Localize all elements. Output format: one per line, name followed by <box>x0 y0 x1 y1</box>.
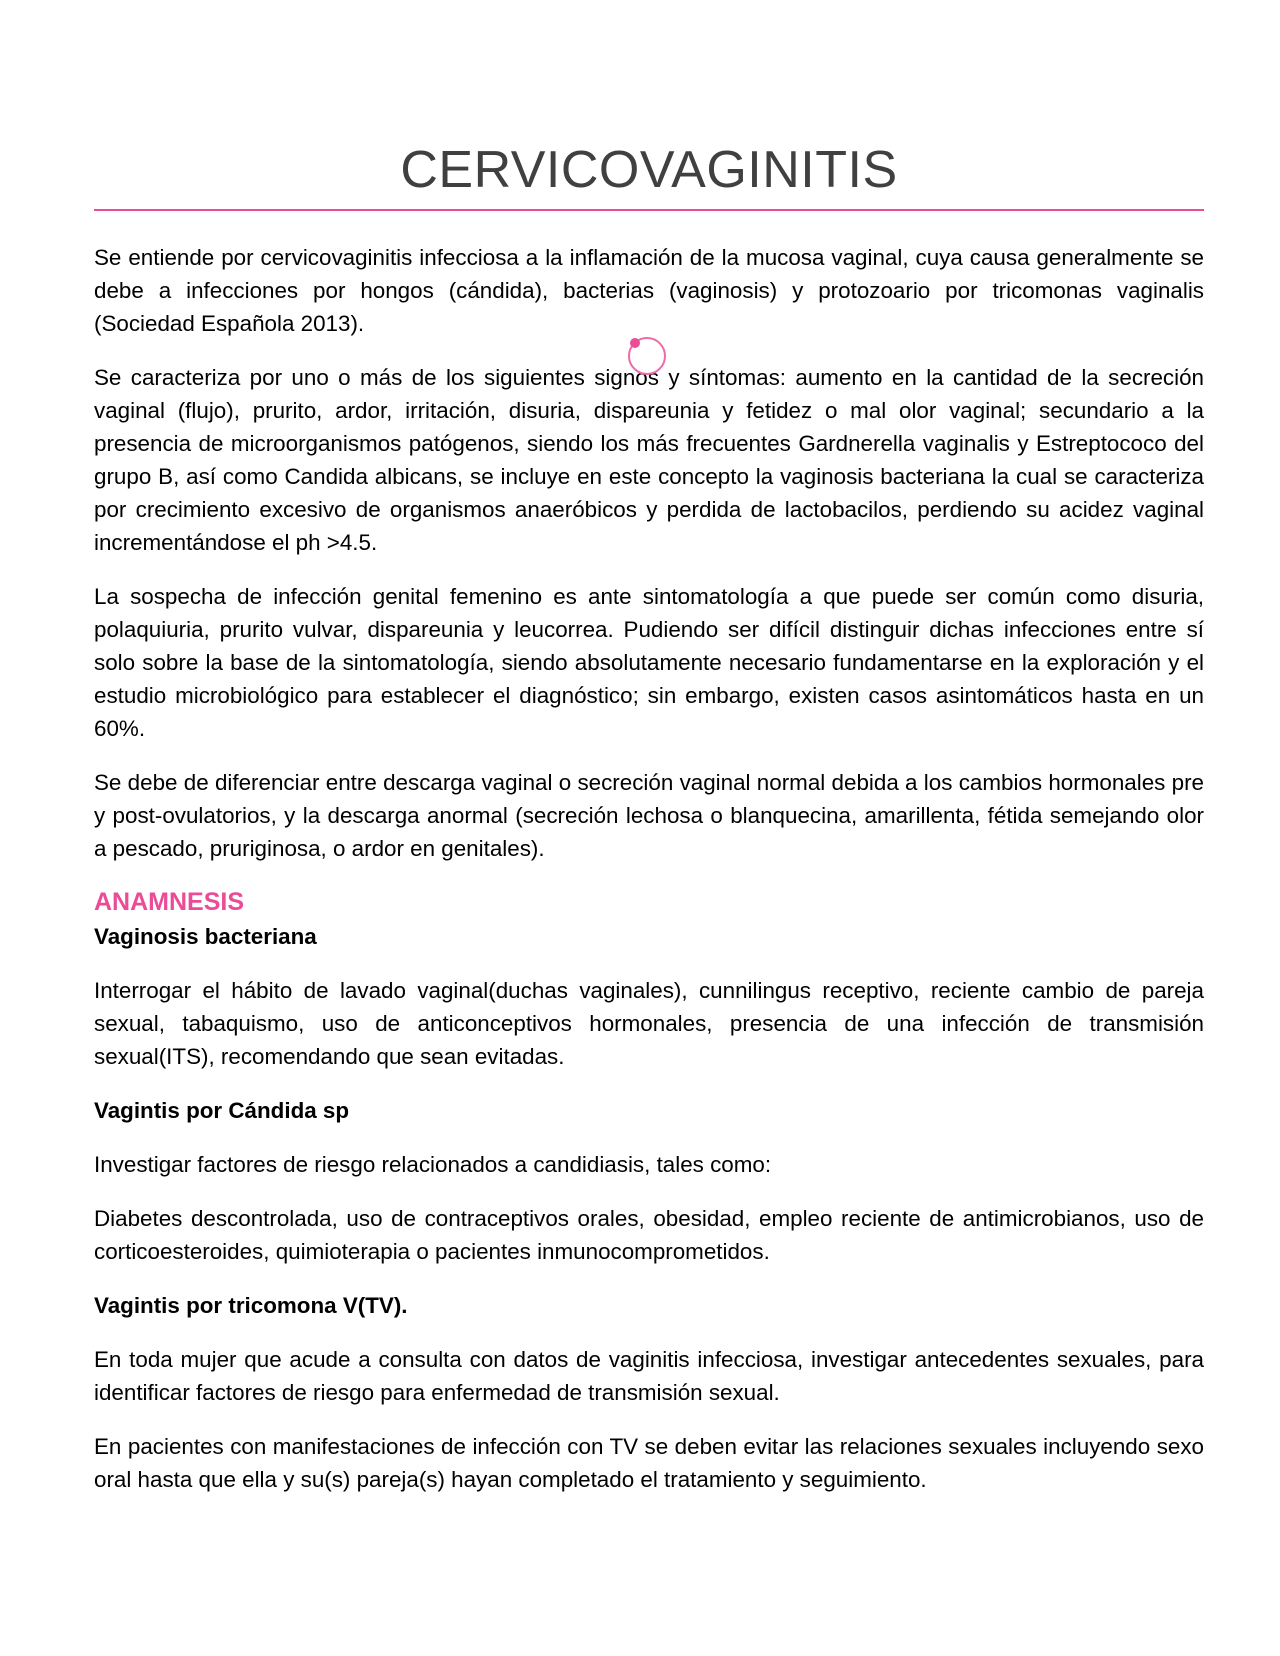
document-title: CERVICOVAGINITIS <box>400 141 898 199</box>
cursor-dot-icon <box>630 338 640 348</box>
candida-paragraph-2: Diabetes descontrolada, uso de contraceptivos orales, obesidad, empleo reciente de antimicrobianos, uso de corticoesteroides, quimioterapia o pacientes inmunocomprometidos. <box>94 1206 1204 1264</box>
intro-paragraph-2: Se caracteriza por uno o más de los siguientes signos y síntomas: aumento en la cantidad de la secreción vaginal (flujo), prurito, ardor, irritación, disuria, dispareunia y fetidez o mal olor vaginal; secundario a la presencia de microorganismos patógenos, siendo los más frecuentes Gardnerella vaginalis y Estreptococo del grupo B, así como Candida albicans, se incluye en este concepto la vaginosis bacteriana la cual se caracteriza por crecimiento excesivo de organismos anaeróbicos y perdida de lactobacilos, perdiendo su acidez vaginal incrementándose el ph >4.5. <box>94 365 1204 555</box>
anamnesis-heading: ANAMNESIS <box>94 888 245 916</box>
vaginosis-heading: Vaginosis bacteriana <box>94 924 317 949</box>
tricomona-paragraph-2: En pacientes con manifestaciones de infección con TV se deben evitar las relaciones sexuales incluyendo sexo oral hasta que ella y su(s) pareja(s) hayan completado el tratamiento y seguimiento. <box>94 1434 1204 1492</box>
intro-paragraph-3: La sospecha de infección genital femenino es ante sintomatología a que puede ser común como disuria, polaquiuria, prurito vulvar, dispareunia y leucorrea. Pudiendo ser difícil distinguir dichas infecciones entre sí solo sobre la base de la sintomatología, siendo absolutamente necesario fundamentarse en la exploración y el estudio microbiológico para establecer el diagnóstico; sin embargo, existen casos asintomáticos hasta en un 60%. <box>94 584 1204 741</box>
candida-paragraph-1: Investigar factores de riesgo relacionados a candidiasis, tales como: <box>94 1152 772 1177</box>
intro-paragraph-1: Se entiende por cervicovaginitis infecciosa a la inflamación de la mucosa vaginal, cuya causa generalmente se debe a infecciones por hongos (cándida), bacterias (vaginosis) y protozoario por tricomonas vaginalis (Sociedad Española 2013). <box>94 245 1204 336</box>
candida-heading: Vagintis por Cándida sp <box>94 1098 350 1123</box>
document-page <box>94 0 1204 1496</box>
tricomona-heading: Vagintis por tricomona V(TV). <box>94 1293 408 1318</box>
tricomona-paragraph-1: En toda mujer que acude a consulta con datos de vaginitis infecciosa, investigar antecedentes sexuales, para identificar factores de riesgo para enfermedad de transmisión sexual. <box>94 1347 1204 1405</box>
vaginosis-paragraph: Interrogar el hábito de lavado vaginal(duchas vaginales), cunnilingus receptivo, reciente cambio de pareja sexual, tabaquismo, uso de anticonceptivos hormonales, presencia de una infección de transmisión sexual(ITS), recomendando que sean evitadas. <box>94 978 1204 1069</box>
intro-paragraph-4: Se debe de diferenciar entre descarga vaginal o secreción vaginal normal debida a los cambios hormonales pre y post-ovulatorios, y la descarga anormal (secreción lechosa o blanquecina, amarillenta, fétida semejando olor a pescado, pruriginosa, o ardor en genitales). <box>94 770 1204 861</box>
